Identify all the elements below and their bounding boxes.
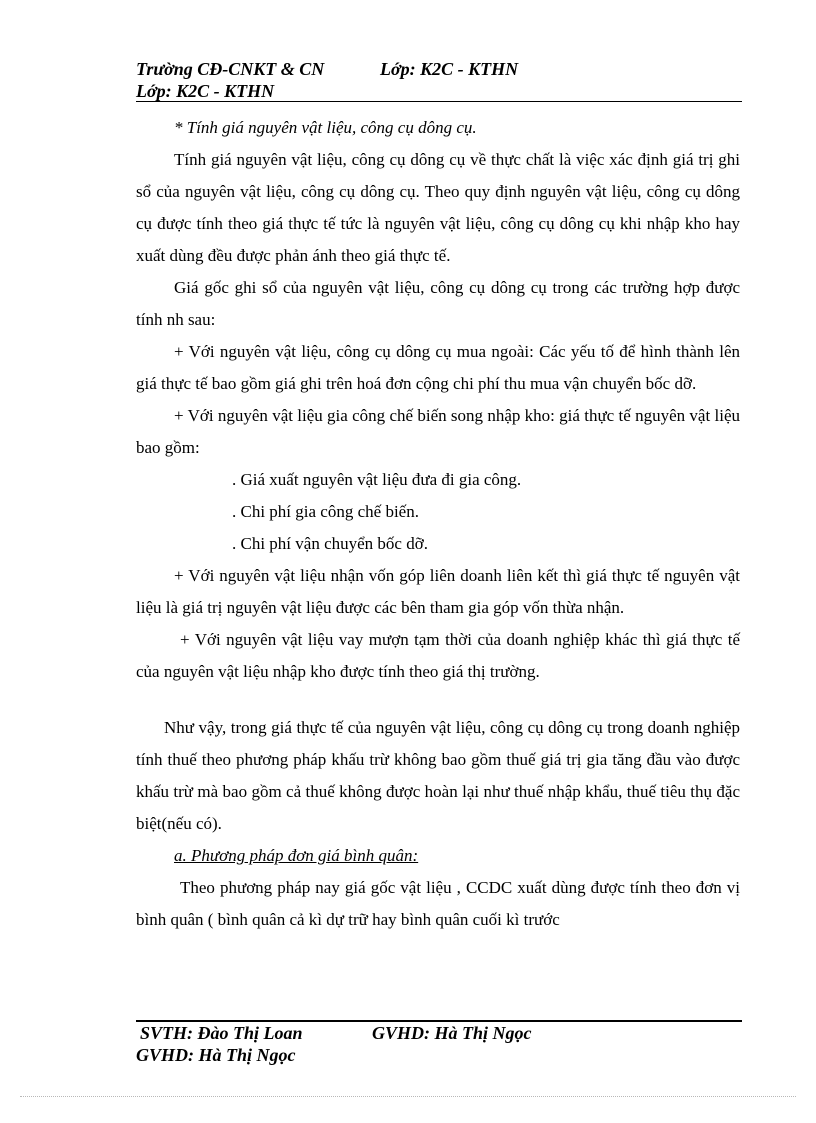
footer-advisor: GVHD: Hà Thị Ngọc <box>372 1023 532 1043</box>
heading-a: a. Phương pháp đơn giá bình quân: <box>174 846 419 865</box>
sub-item-1: . Giá xuất nguyên vật liệu đưa đi gia công. <box>232 470 522 489</box>
sub-item-2: . Chi phí gia công chế biến. <box>232 502 419 521</box>
paragraph-3: Như vậy, trong giá thực tế của nguyên vật liệu, công cụ dông cụ trong doanh nghiệp tính thuế theo phương pháp khấu trừ không bao gồm thuế giá trị gia tăng đầu vào được khấu trừ mà bao gồm cả thuế không được hoàn lại như thuế nhập khẩu, thuế tiêu thụ đặc biệt(nếu có). <box>136 718 740 833</box>
list-item-4: + Với nguyên vật liệu vay mượn tạm thời của doanh nghiệp khác thì giá thực tế của nguyên vật liệu nhập kho được tính theo giá thị trường. <box>136 630 740 681</box>
section-title: * Tính giá nguyên vật liệu, công cụ dông cụ. <box>174 118 477 137</box>
page-footer <box>136 1022 742 1066</box>
footer-advisor-repeat: GVHD: Hà Thị Ngọc <box>136 1045 296 1065</box>
list-item-1: + Với nguyên vật liệu, công cụ dông cụ mua ngoài: Các yếu tố để hình thành lên giá thực tế bao gồm giá ghi trên hoá đơn cộng chi phí thu mua vận chuyển bốc dỡ. <box>136 342 740 393</box>
paragraph-4: Theo phương pháp nay giá gốc vật liệu , CCDC xuất dùng được tính theo đơn vị bình quân ( bình quân cả kì dự trữ hay bình quân cuối kì trước <box>136 878 740 929</box>
list-item-3: + Với nguyên vật liệu nhận vốn góp liên doanh liên kết thì giá thực tế nguyên vật liệu là giá trị nguyên vật liệu được các bên tham gia góp vốn thừa nhận. <box>136 566 740 617</box>
header-rule <box>136 101 742 102</box>
header-school: Trường CĐ-CNKT & CN <box>136 59 325 79</box>
list-item-2: + Với nguyên vật liệu gia công chế biến song nhập kho: giá thực tế nguyên vật liệu bao gồm: <box>136 406 740 457</box>
header-class-repeat: Lớp: K2C - KTHN <box>136 81 275 101</box>
sub-item-3: . Chi phí vận chuyển bốc dỡ. <box>232 534 428 553</box>
header-class: Lớp: K2C - KTHN <box>380 59 519 79</box>
paragraph-1: Tính giá nguyên vật liệu, công cụ dông cụ về thực chất là việc xác định giá trị ghi sổ của nguyên vật liệu, công cụ dông cụ. Theo quy định nguyên vật liệu, công cụ dông cụ được tính theo giá thực tế tức là nguyên vật liệu, công cụ dông cụ khi nhập kho hay xuất dùng đều được phản ánh theo giá thực tế. <box>136 150 740 265</box>
page-bottom-dotted-line <box>20 1096 796 1097</box>
blank-line <box>136 688 740 712</box>
page-header <box>136 58 742 102</box>
footer-student: SVTH: Đào Thị Loan <box>140 1023 303 1043</box>
document-body <box>136 112 740 936</box>
paragraph-2: Giá gốc ghi sổ của nguyên vật liệu, công cụ dông cụ trong các trường hợp được tính nh sau: <box>136 278 740 329</box>
